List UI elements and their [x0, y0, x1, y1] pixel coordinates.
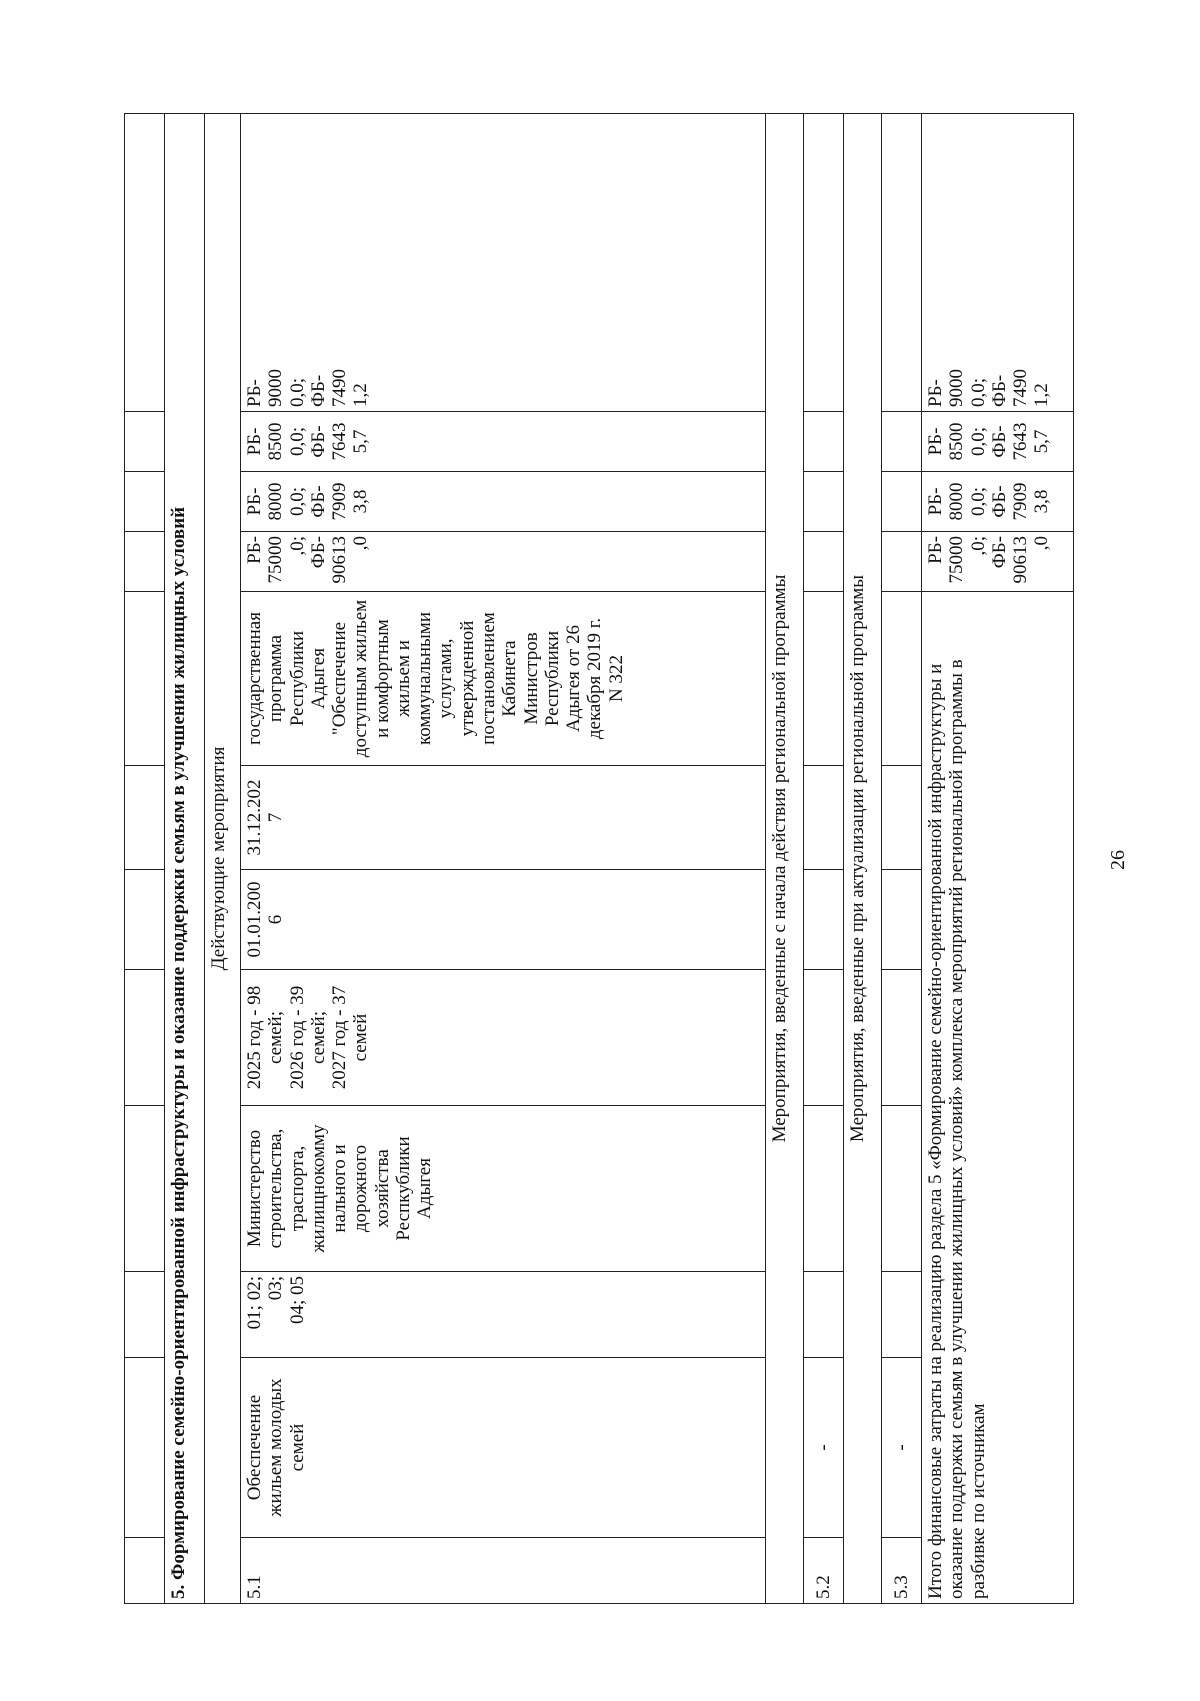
table-row [881, 114, 921, 1604]
start-date: 01.01.200 6 [241, 870, 766, 970]
total-financing: РБ- 75000 ,0; ФБ- 90613 ,0 [922, 532, 1074, 592]
indicator-values: 2025 год - 98 семей; 2026 год - 39 семей; 2027 год - 37 семей [241, 970, 766, 1106]
measures-table [124, 113, 1074, 1604]
total-financing-2026: РБ- 8500 0,0; ФБ- 7643 5,7 [922, 412, 1074, 472]
measure-name: - [881, 1358, 921, 1538]
total-label: Итого финансовые затраты на реализацию раздела 5 «Формирование семейно-ориентированной инфраструктуры и оказание поддержки семьям в улучшении жилищных условий» комплекса мероприятий региональной программы в разбивке по источникам [922, 592, 1074, 1604]
legal-basis: государственная программа Республики Адыгея "Обеспечение доступным жильем и комфортным жильем и коммунальными услугами, утвержденной постановлением Кабинета Министров Республики Адыгея от 26 декабря 2019 г. N 322 [241, 592, 766, 766]
row-number: 5.3 [881, 1538, 921, 1604]
financing-total: РБ- 75000 ,0; ФБ- 90613 ,0 [241, 532, 766, 592]
section-title: 5. Формирование семейно-ориентированной инфраструктуры и оказание поддержки семьям в улучшении жилищных условий [165, 114, 205, 1604]
subheader-actualized: Мероприятия, введенные при актуализации региональной программы [843, 114, 881, 1604]
financing-2025: РБ- 8000 0,0; ФБ- 7909 3,8 [241, 472, 766, 532]
table-row [241, 114, 766, 1604]
executor: Министерство строительства, траспорта, жилищнокомму нального и дорожного хозяйства Респкублики Адыгея [241, 1106, 766, 1272]
subheader-row [765, 114, 803, 1604]
subheader-row [843, 114, 881, 1604]
total-row [922, 114, 1074, 1604]
table-top-row [125, 114, 165, 1604]
subheader-row [205, 114, 241, 1604]
financing-2027: РБ- 9000 0,0; ФБ- 7490 1,2 [241, 114, 766, 412]
page-number: 26 [1107, 850, 1129, 870]
row-number: 5.1 [241, 1538, 766, 1604]
subheader-existing: Действующие мероприятия [205, 114, 241, 1604]
table-row [803, 114, 843, 1604]
rotated-table-container [124, 114, 1074, 1604]
end-date: 31.12.202 7 [241, 766, 766, 870]
measure-name: Обеспечение жильем молодых семей [241, 1358, 766, 1538]
section-title-row [165, 114, 205, 1604]
total-financing-2025: РБ- 8000 0,0; ФБ- 7909 3,8 [922, 472, 1074, 532]
subheader-new: Мероприятия, введенные с начала действия региональной программы [765, 114, 803, 1604]
indicator-codes: 01; 02; 03; 04; 05 [241, 1272, 766, 1358]
measure-name: - [803, 1358, 843, 1538]
financing-2026: РБ- 8500 0,0; ФБ- 7643 5,7 [241, 412, 766, 472]
row-number: 5.2 [803, 1538, 843, 1604]
total-financing-2027: РБ- 9000 0,0; ФБ- 7490 1,2 [922, 114, 1074, 412]
